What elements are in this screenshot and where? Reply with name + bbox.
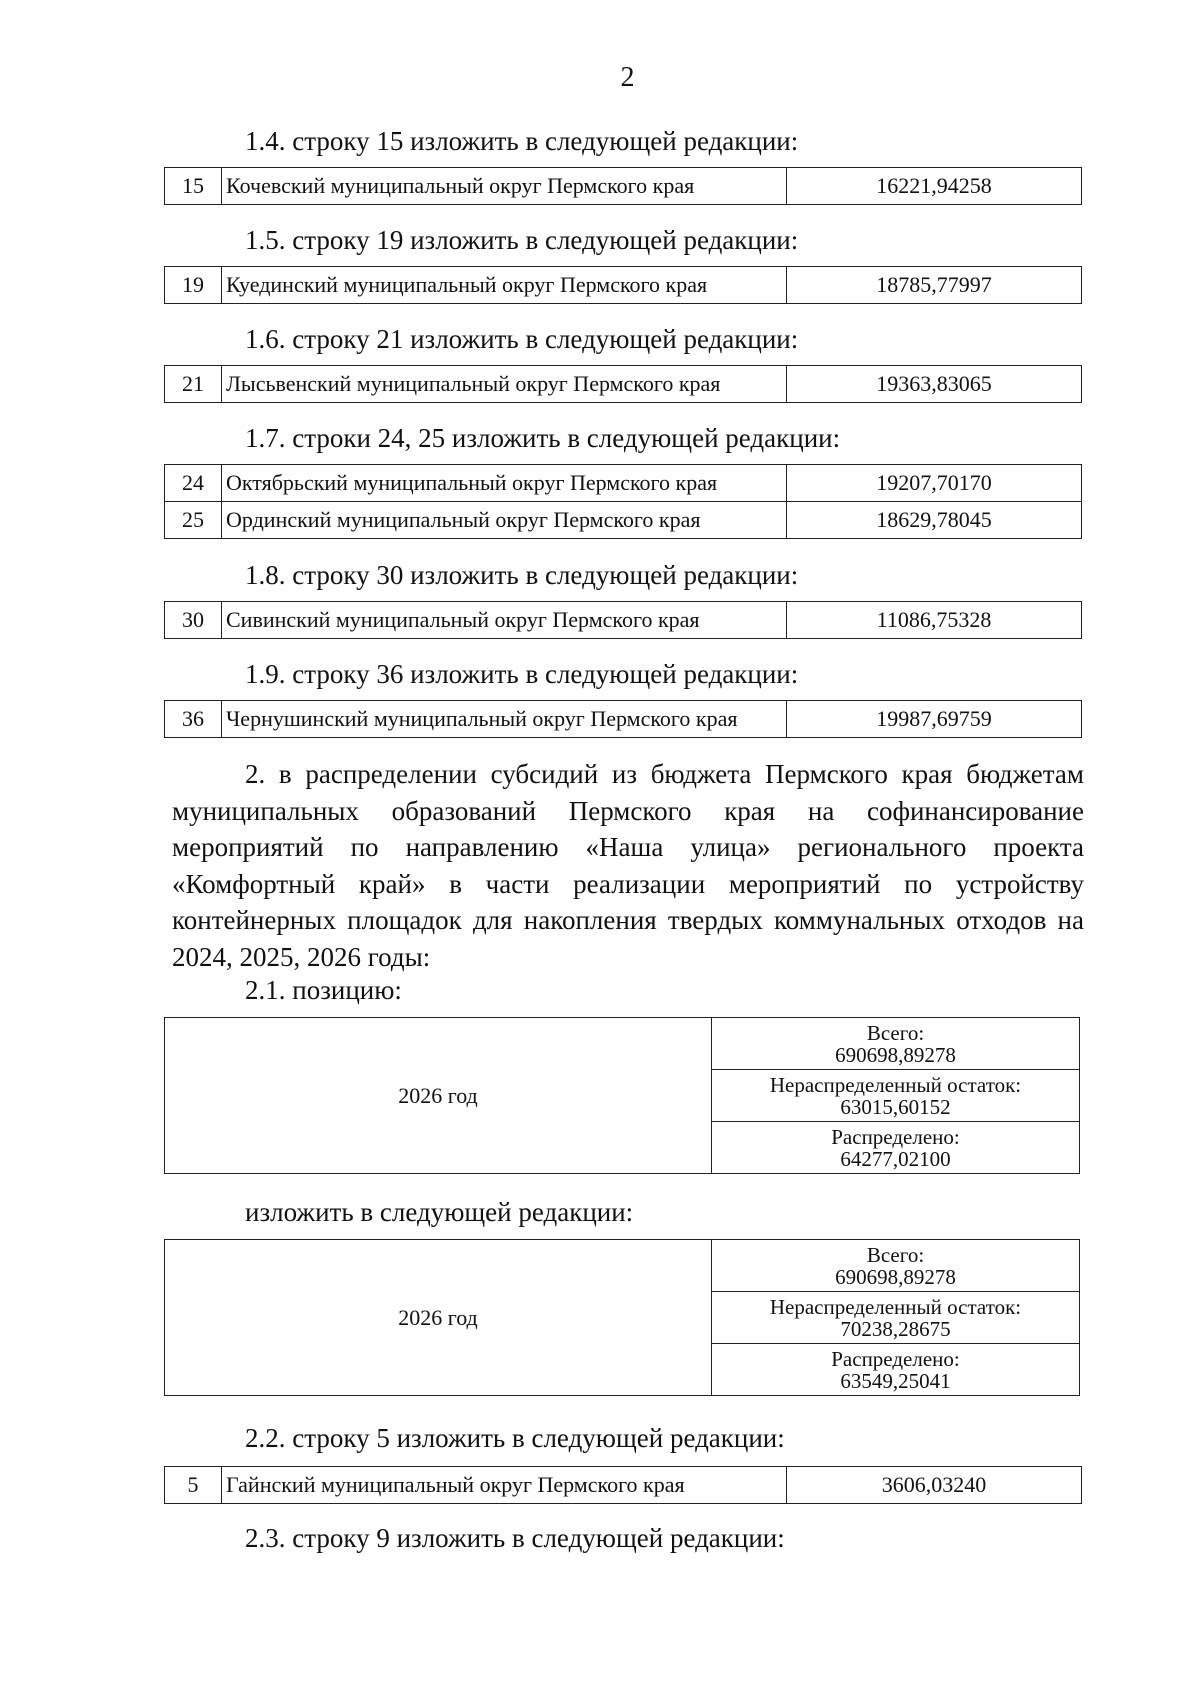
- position-table-new: [164, 1239, 1080, 1396]
- row-number: 24: [165, 465, 222, 502]
- table-row: [165, 502, 1082, 539]
- paragraph-2: 2. в распределении субсидий из бюджета Пермского края бюджетам муниципальных образований Пермского края на софинансирование мероприятий по направлению «Наша улица» регионального проекта «Комфортный край» в части реализации мероприятий по устройству контейнерных площадок для накопления твердых коммунальных отходов на 2024, 2025, 2026 годы:: [172, 759, 1084, 972]
- row-number: 21: [165, 366, 222, 403]
- municipality-name: Гайнский муниципальный округ Пермского края: [222, 1467, 787, 1504]
- subsidy-value: 18629,78045: [787, 502, 1082, 539]
- remainder-value: 70238,28675: [840, 1316, 951, 1341]
- section-heading: 1.4. строку 15 изложить в следующей редакции:: [245, 126, 799, 156]
- table-row: [165, 602, 1082, 639]
- page-number: 2: [620, 62, 635, 93]
- row-number: 19: [165, 267, 222, 304]
- table-row: [165, 1467, 1082, 1504]
- year-cell: 2026 год: [165, 1018, 712, 1174]
- distributed-cell: [712, 1344, 1080, 1396]
- amendment-table: [164, 700, 1082, 738]
- municipality-name: Кочевский муниципальный округ Пермского края: [222, 168, 787, 205]
- replace-text: изложить в следующей редакции:: [245, 1197, 634, 1227]
- section-heading: 1.8. строку 30 изложить в следующей редакции:: [245, 560, 799, 590]
- section-heading: 2.3. строку 9 изложить в следующей редакции:: [245, 1523, 785, 1553]
- amendment-table: [164, 365, 1082, 403]
- subsidy-value: 3606,03240: [787, 1467, 1082, 1504]
- subsidy-value: 18785,77997: [787, 267, 1082, 304]
- municipality-name: Октябрьский муниципальный округ Пермского края: [222, 465, 787, 502]
- section-heading: 2.2. строку 5 изложить в следующей редакции:: [245, 1423, 785, 1453]
- table-row: [165, 267, 1082, 304]
- distributed-value: 63549,25041: [840, 1368, 951, 1393]
- total-label: Всего:: [866, 1020, 925, 1045]
- distributed-label: Распределено:: [831, 1124, 960, 1149]
- subsidy-value: 11086,75328: [787, 602, 1082, 639]
- section-heading: 2.1. позицию:: [245, 975, 402, 1005]
- table-row: [165, 1240, 1080, 1292]
- section-heading: 1.9. строку 36 изложить в следующей редакции:: [245, 659, 799, 689]
- subsidy-value: 19987,69759: [787, 701, 1082, 738]
- row-number: 5: [165, 1467, 222, 1504]
- distributed-cell: [712, 1122, 1080, 1174]
- subsidy-value: 16221,94258: [787, 168, 1082, 205]
- row-number: 25: [165, 502, 222, 539]
- year-cell: 2026 год: [165, 1240, 712, 1396]
- table-row: [165, 366, 1082, 403]
- table-row: [165, 1018, 1080, 1070]
- row-number: 15: [165, 168, 222, 205]
- position-table-old: [164, 1017, 1080, 1174]
- section-heading: 1.6. строку 21 изложить в следующей редакции:: [245, 324, 799, 354]
- amendment-table: [164, 601, 1082, 639]
- municipality-name: Ординский муниципальный округ Пермского края: [222, 502, 787, 539]
- table-row: [165, 465, 1082, 502]
- municipality-name: Лысьвенский муниципальный округ Пермского края: [222, 366, 787, 403]
- table-row: [165, 168, 1082, 205]
- municipality-name: Куединский муниципальный округ Пермского края: [222, 267, 787, 304]
- row-number: 36: [165, 701, 222, 738]
- section-heading: 1.5. строку 19 изложить в следующей редакции:: [245, 225, 799, 255]
- municipality-name: Сивинский муниципальный округ Пермского края: [222, 602, 787, 639]
- total-value: 690698,89278: [835, 1264, 956, 1289]
- total-cell: [712, 1240, 1080, 1292]
- row-number: 30: [165, 602, 222, 639]
- municipality-name: Чернушинский муниципальный округ Пермского края: [222, 701, 787, 738]
- amendment-table: [164, 464, 1082, 539]
- distributed-label: Распределено:: [831, 1346, 960, 1371]
- remainder-cell: [712, 1292, 1080, 1344]
- total-label: Всего:: [866, 1242, 925, 1267]
- table-row: [165, 701, 1082, 738]
- remainder-label: Нераспределенный остаток:: [769, 1294, 1022, 1319]
- subsidy-value: 19207,70170: [787, 465, 1082, 502]
- section-heading: 1.7. строки 24, 25 изложить в следующей редакции:: [245, 423, 841, 453]
- remainder-label: Нераспределенный остаток:: [769, 1072, 1022, 1097]
- amendment-table: [164, 1466, 1082, 1504]
- remainder-value: 63015,60152: [840, 1094, 951, 1119]
- subsidy-value: 19363,83065: [787, 366, 1082, 403]
- remainder-cell: [712, 1070, 1080, 1122]
- total-cell: [712, 1018, 1080, 1070]
- distributed-value: 64277,02100: [840, 1146, 951, 1171]
- amendment-table: [164, 266, 1082, 304]
- amendment-table: [164, 167, 1082, 205]
- total-value: 690698,89278: [835, 1042, 956, 1067]
